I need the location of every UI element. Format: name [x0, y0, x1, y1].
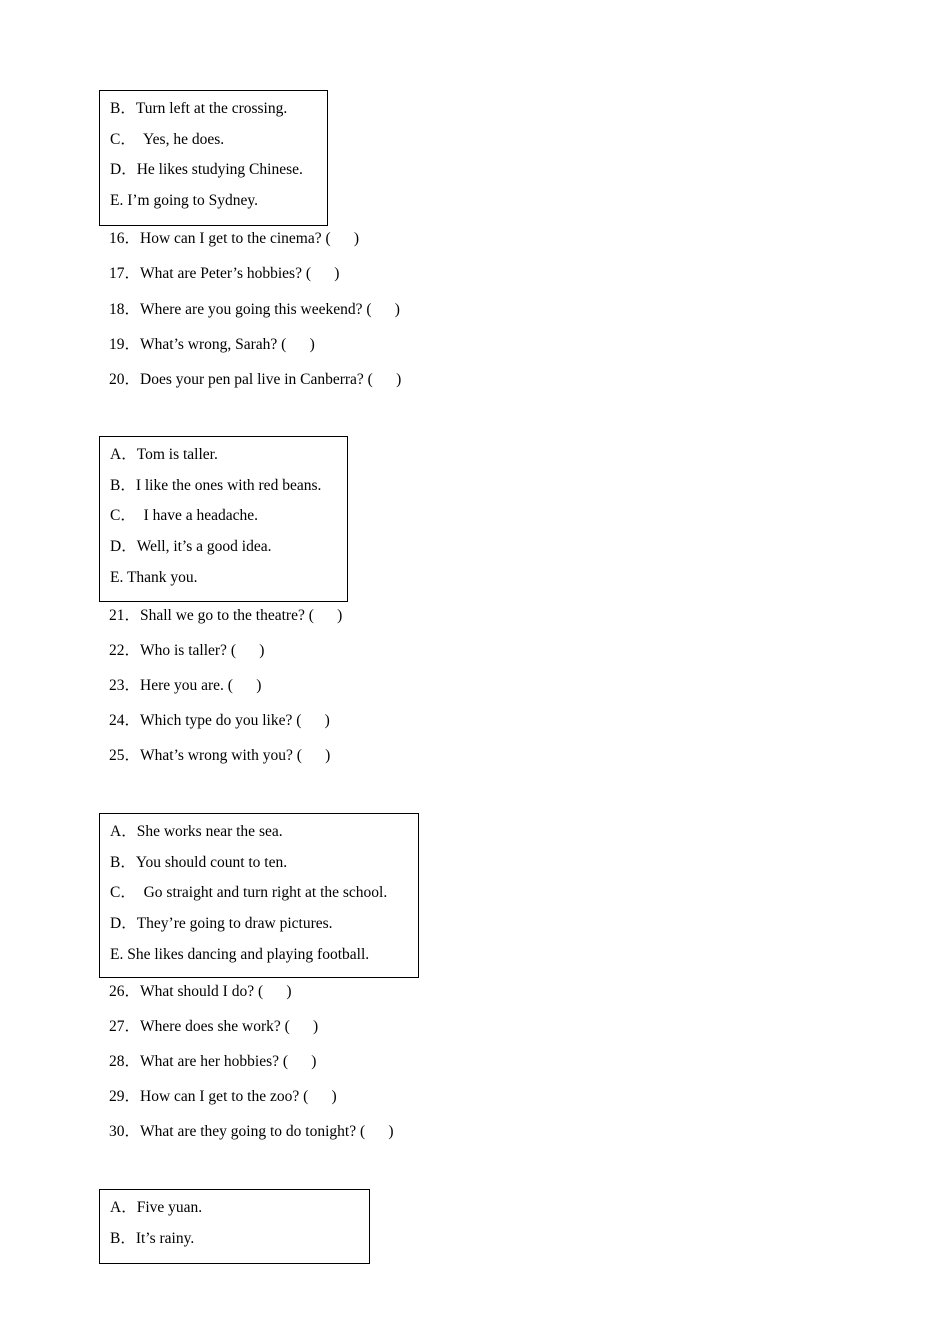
- option-c: C． Go straight and turn right at the school.: [110, 884, 388, 902]
- option-b: B．You should count to ten.: [110, 853, 288, 871]
- option-c: C． I have a headache.: [110, 507, 259, 525]
- question-24[interactable]: 24．Which type do you like? ( ): [109, 712, 330, 729]
- question-20[interactable]: 20．Does your pen pal live in Canberra? ( ): [109, 371, 402, 388]
- options-box-1: [99, 90, 328, 226]
- question-17[interactable]: 17．What are Peter’s hobbies? ( ): [109, 265, 340, 282]
- options-box-4: [99, 1189, 370, 1264]
- option-d: D．He likes studying Chinese.: [110, 161, 303, 179]
- option-e: E. Thank you.: [110, 568, 198, 586]
- option-c: C． Yes, he does.: [110, 130, 225, 148]
- question-29[interactable]: 29．How can I get to the zoo? ( ): [109, 1088, 337, 1105]
- option-b: B．I like the ones with red beans.: [110, 476, 322, 494]
- option-a: A．Five yuan.: [110, 1199, 203, 1216]
- option-d: D．They’re going to draw pictures.: [110, 915, 333, 933]
- question-18[interactable]: 18．Where are you going this weekend? ( ): [109, 301, 400, 318]
- question-23[interactable]: 23．Here you are. ( ): [109, 677, 262, 694]
- question-22[interactable]: 22．Who is taller? ( ): [109, 642, 265, 659]
- option-e: E. She likes dancing and playing football.: [110, 945, 370, 963]
- question-19[interactable]: 19．What’s wrong, Sarah? ( ): [109, 336, 315, 353]
- question-16[interactable]: 16．How can I get to the cinema? ( ): [109, 230, 360, 247]
- question-21[interactable]: 21．Shall we go to the theatre? ( ): [109, 607, 343, 624]
- option-b: B．Turn left at the crossing.: [110, 100, 288, 117]
- option-a: A．She works near the sea.: [110, 823, 283, 840]
- question-30[interactable]: 30．What are they going to do tonight? ( ): [109, 1123, 394, 1140]
- question-27[interactable]: 27．Where does she work? ( ): [109, 1018, 319, 1035]
- option-a: A．Tom is taller.: [110, 446, 218, 463]
- option-e: E. I’m going to Sydney.: [110, 192, 258, 210]
- option-d: D．Well, it’s a good idea.: [110, 538, 272, 556]
- question-28[interactable]: 28．What are her hobbies? ( ): [109, 1053, 317, 1070]
- option-b: B．It’s rainy.: [110, 1229, 195, 1247]
- question-26[interactable]: 26．What should I do? ( ): [109, 983, 292, 1000]
- options-box-3: [99, 813, 419, 978]
- options-box-2: [99, 436, 348, 602]
- question-25[interactable]: 25．What’s wrong with you? ( ): [109, 747, 331, 764]
